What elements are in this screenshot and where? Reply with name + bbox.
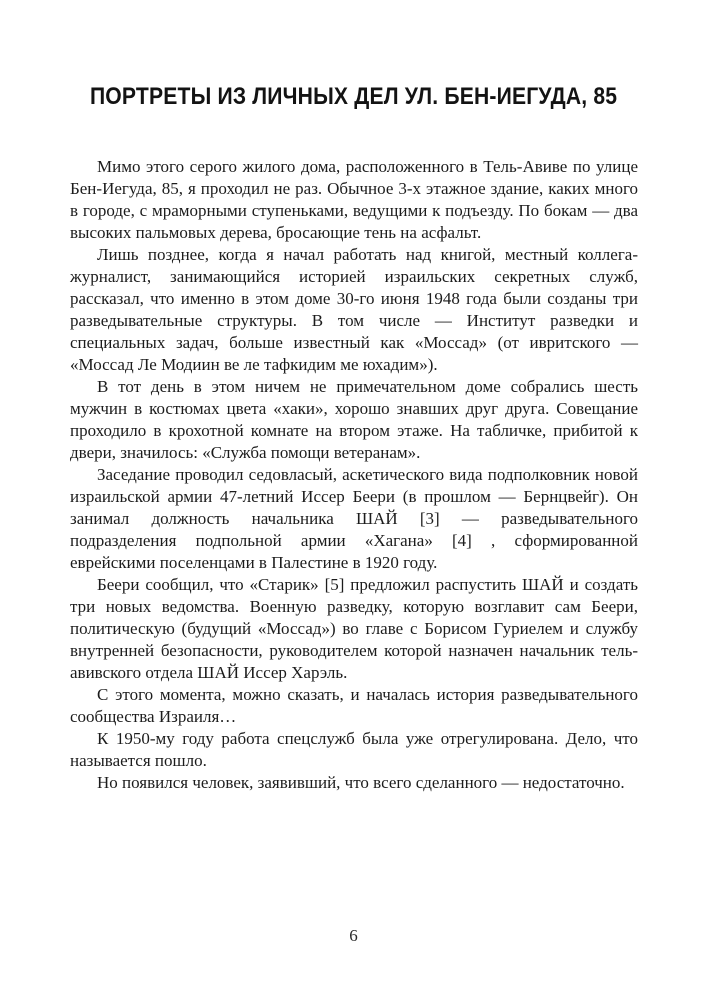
page-number: 6: [349, 926, 358, 945]
paragraph: Мимо этого серого жилого дома, расположенного в Тель-Авиве по улице Бен-Иегуда, 85, я проходил не раз. Обычное 3-х этажное здание, каких много в городе, с мраморными ступеньками, ведущими к подъезду. По бокам — два высоких пальмовых дерева, бросающие тень на асфальт.: [70, 157, 638, 242]
body-text: [70, 156, 638, 794]
paragraph: В тот день в этом ничем не примечательном доме собрались шесть мужчин в костюмах цвета «хаки», хорошо знавших друг друга. Совещание проходило в крохотной комнате на втором этаже. На табличке, прибитой к двери, значилось: «Служба помощи ветеранам».: [70, 377, 638, 462]
paragraph: Лишь позднее, когда я начал работать над книгой, местный коллега-журналист, занимающийся историей израильских секретных служб, рассказал, что именно в этом доме 30-го июня 1948 года были созданы три разведывательные структуры. В том числе — Институт разведки и специальных задач, больше известный как «Моссад» (от ивритского — «Моссад Ле Модиин ве ле тафкидим ме юхадим»).: [70, 245, 638, 374]
paragraph: Беери сообщил, что «Старик» [5] предложил распустить ШАЙ и создать три новых ведомства. Военную разведку, которую возглавит сам Беери, политическую (будущий «Моссад») во главе с Борисом Гуриелем и службу внутренней безопасности, руководителем которой назначен начальник тель-авивского отдела ШАЙ Иссер Харэль.: [70, 575, 638, 682]
paragraph: Но появился человек, заявивший, что всего сделанного — недостаточно.: [97, 773, 625, 792]
chapter-title-text: ПОРТРЕТЫ ИЗ ЛИЧНЫХ ДЕЛ УЛ. БЕН-ИЕГУДА, 85: [89, 83, 618, 110]
paragraph: С этого момента, можно сказать, и началась история разведывательного сообщества Израиля…: [70, 685, 638, 726]
chapter-title: [0, 84, 707, 110]
paragraph: Заседание проводил седовласый, аскетического вида подполковник новой израильской армии 47-летний Иссер Беери (в прошлом — Бернцвейг). Он занимал должность начальника ШАЙ [3] — разведывательного подразделения подпольной армии «Хагана» [4] , сформированной еврейскими поселенцами в Палестине в 1920 году.: [70, 465, 638, 572]
paragraph: К 1950-му году работа спецслужб была уже отрегулирована. Дело, что называется пошло.: [70, 729, 638, 770]
